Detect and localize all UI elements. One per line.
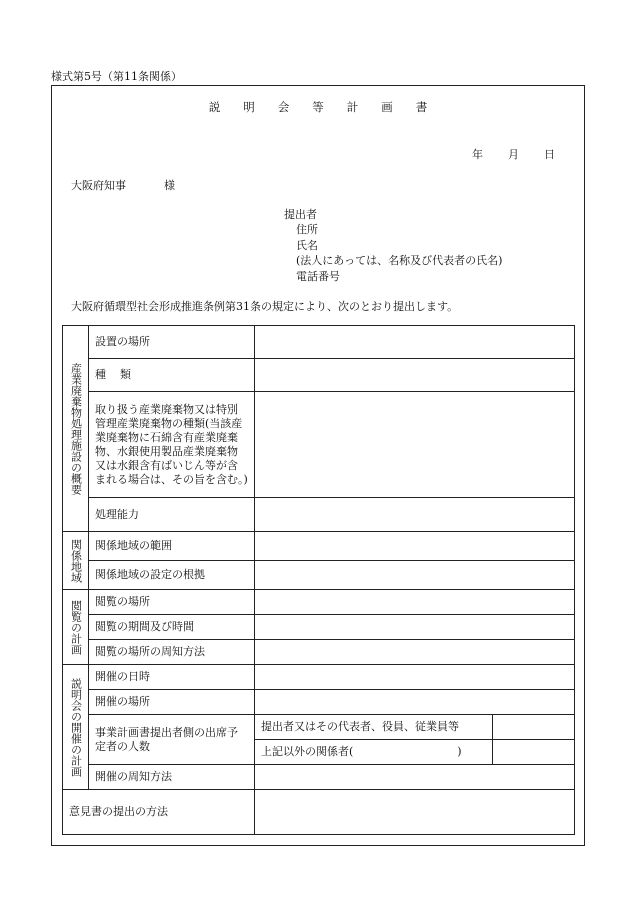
field-attendees-other[interactable] bbox=[493, 740, 575, 765]
row-label-meeting-notice: 開催の周知方法 bbox=[89, 765, 255, 790]
table-row bbox=[63, 665, 575, 690]
attendees-own-label: 提出者又はその代表者、役員、従業員等 bbox=[255, 715, 493, 740]
table-row bbox=[63, 532, 575, 561]
date-month: 月 bbox=[508, 148, 519, 161]
submitter-note: (法人にあっては、名称及び代表者の氏名) bbox=[296, 254, 503, 268]
table-row bbox=[63, 392, 575, 498]
section-viewing: 閲覧の計画 bbox=[63, 590, 89, 665]
preamble: 大阪府循環型社会形成推進条例第31条の規定により、次のとおり提出します。 bbox=[71, 300, 459, 313]
field-meeting-datetime[interactable] bbox=[255, 665, 575, 690]
row-label-waste-types: 取り扱う産業廃棄物又は特別管理産業廃棄物の種類(当該産業廃棄物に石綿含有産業廃棄物、水銀使用製品産業廃棄物又は水銀含有ばいじん等が含まれる場合は、その旨を含む。) bbox=[89, 392, 255, 498]
row-label-meeting-place: 開催の場所 bbox=[89, 690, 255, 715]
field-area-basis[interactable] bbox=[255, 561, 575, 590]
table-row bbox=[63, 590, 575, 615]
field-type[interactable] bbox=[255, 359, 575, 392]
table-row bbox=[63, 359, 575, 392]
table-row bbox=[63, 640, 575, 665]
row-label-capacity: 処理能力 bbox=[89, 498, 255, 532]
field-view-notice[interactable] bbox=[255, 640, 575, 665]
section-facility: 産業廃棄物処理施設の概要 bbox=[63, 326, 89, 532]
field-waste-types[interactable] bbox=[255, 392, 575, 498]
field-location[interactable] bbox=[255, 326, 575, 359]
field-view-place[interactable] bbox=[255, 590, 575, 615]
table-row bbox=[63, 498, 575, 532]
addressee bbox=[71, 177, 175, 193]
field-area-scope[interactable] bbox=[255, 532, 575, 561]
table-row bbox=[63, 715, 575, 740]
addressee-honorific: 様 bbox=[164, 179, 175, 192]
row-label-view-place: 閲覧の場所 bbox=[89, 590, 255, 615]
row-label-type: 種 類 bbox=[89, 359, 255, 392]
section-area: 関係地域 bbox=[63, 532, 89, 590]
table-row bbox=[63, 790, 575, 835]
submitter-label: 提出者 bbox=[284, 208, 317, 221]
field-meeting-notice[interactable] bbox=[255, 765, 575, 790]
row-label-view-notice: 閲覧の場所の周知方法 bbox=[89, 640, 255, 665]
submitter-block bbox=[284, 207, 502, 284]
field-opinion[interactable] bbox=[255, 790, 575, 835]
row-label-opinion: 意見書の提出の方法 bbox=[63, 790, 255, 835]
field-meeting-place[interactable] bbox=[255, 690, 575, 715]
form-number: 様式第5号（第11条関係） bbox=[51, 70, 182, 83]
date-line bbox=[447, 146, 555, 162]
submitter-address: 住所 bbox=[296, 223, 318, 237]
plan-table bbox=[62, 325, 575, 835]
row-label-view-period: 閲覧の期間及び時間 bbox=[89, 615, 255, 640]
field-view-period[interactable] bbox=[255, 615, 575, 640]
addressee-name: 大阪府知事 bbox=[71, 179, 126, 192]
row-label-area-basis: 関係地域の設定の根拠 bbox=[89, 561, 255, 590]
row-label-attendees: 事業計画書提出者側の出席予定者の人数 bbox=[89, 715, 255, 765]
field-attendees-own[interactable] bbox=[493, 715, 575, 740]
field-capacity[interactable] bbox=[255, 498, 575, 532]
table-row bbox=[63, 561, 575, 590]
form-frame bbox=[51, 85, 585, 846]
date-year: 年 bbox=[472, 148, 483, 161]
table-row bbox=[63, 765, 575, 790]
submitter-phone: 電話番号 bbox=[296, 269, 340, 283]
attendees-other-label: 上記以外の関係者( ) bbox=[255, 740, 493, 765]
table-row bbox=[63, 615, 575, 640]
date-day: 日 bbox=[544, 148, 555, 161]
table-row bbox=[63, 326, 575, 359]
section-meeting: 説明会の開催の計画 bbox=[63, 665, 89, 790]
row-label-area-scope: 関係地域の範囲 bbox=[89, 532, 255, 561]
row-label-location: 設置の場所 bbox=[89, 326, 255, 359]
row-label-meeting-datetime: 開催の日時 bbox=[89, 665, 255, 690]
form-title: 説明会等計画書 bbox=[208, 100, 451, 114]
table-row bbox=[63, 690, 575, 715]
submitter-name: 氏名 bbox=[296, 238, 318, 252]
